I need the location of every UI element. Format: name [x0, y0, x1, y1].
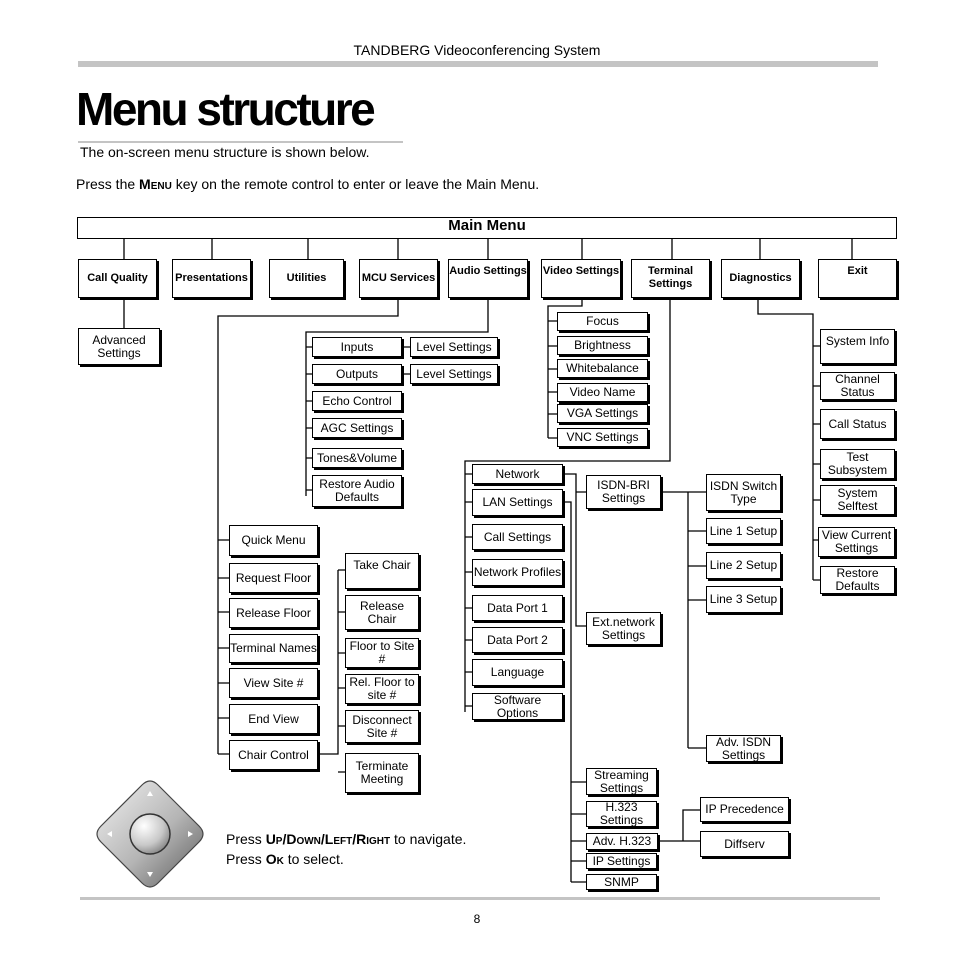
- item-inputs[interactable]: Inputs: [312, 337, 402, 357]
- item-software-options[interactable]: Software Options: [472, 693, 563, 720]
- item-channel-status[interactable]: Channel Status: [820, 372, 895, 400]
- item-agc-settings[interactable]: AGC Settings: [312, 418, 402, 438]
- item-floor-to-site[interactable]: Floor to Site #: [345, 638, 419, 668]
- item-terminate-meeting[interactable]: Terminate Meeting: [345, 753, 419, 793]
- item-ip-precedence[interactable]: IP Precedence: [700, 797, 789, 822]
- menu-mcu-services[interactable]: MCU Services: [359, 259, 438, 298]
- item-chair-control[interactable]: Chair Control: [229, 740, 318, 770]
- item-inputs-level-settings[interactable]: Level Settings: [410, 337, 498, 357]
- navigation-instructions: Press Up/Down/Left/Right to navigate. Press Ok to select.: [226, 831, 467, 867]
- item-line-1-setup[interactable]: Line 1 Setup: [706, 518, 781, 544]
- item-lan-settings[interactable]: LAN Settings: [472, 489, 563, 516]
- menu-diagnostics[interactable]: Diagnostics: [721, 259, 800, 298]
- item-outputs[interactable]: Outputs: [312, 364, 402, 384]
- item-network-profiles[interactable]: Network Profiles: [472, 559, 563, 586]
- item-ip-settings[interactable]: IP Settings: [586, 853, 657, 869]
- item-vga-settings[interactable]: VGA Settings: [557, 404, 648, 423]
- item-video-name[interactable]: Video Name: [557, 383, 648, 402]
- header-title: TANDBERG Videoconferencing System: [353, 42, 601, 58]
- page-title: Menu structure: [76, 83, 374, 135]
- item-system-selftest[interactable]: System Selftest: [820, 485, 895, 515]
- intro-text: The on-screen menu structure is shown below.: [80, 144, 370, 160]
- page-number: 8: [473, 912, 481, 926]
- item-release-floor[interactable]: Release Floor: [229, 598, 318, 628]
- footer-rule: [80, 897, 880, 900]
- item-view-site[interactable]: View Site #: [229, 668, 318, 698]
- item-take-chair[interactable]: Take Chair: [345, 553, 419, 589]
- item-whitebalance[interactable]: Whitebalance: [557, 359, 648, 378]
- item-request-floor[interactable]: Request Floor: [229, 563, 318, 593]
- main-menu-bar[interactable]: Main Menu: [77, 217, 897, 239]
- item-brightness[interactable]: Brightness: [557, 336, 648, 355]
- navigation-pad-icon: [94, 778, 206, 890]
- menu-video-settings[interactable]: Video Settings: [541, 259, 621, 298]
- item-h323-settings[interactable]: H.323 Settings: [586, 801, 657, 827]
- item-streaming-settings[interactable]: Streaming Settings: [586, 768, 657, 795]
- item-restore-defaults[interactable]: Restore Defaults: [820, 566, 895, 594]
- item-rel-floor-to-site[interactable]: Rel. Floor to site #: [345, 674, 419, 704]
- item-adv-isdn-settings[interactable]: Adv. ISDN Settings: [706, 735, 781, 762]
- item-data-port-1[interactable]: Data Port 1: [472, 595, 563, 621]
- menu-key: Menu: [139, 176, 172, 192]
- item-diffserv[interactable]: Diffserv: [700, 831, 789, 857]
- menu-call-quality[interactable]: Call Quality: [78, 259, 157, 298]
- item-release-chair[interactable]: Release Chair: [345, 595, 419, 630]
- menu-exit[interactable]: Exit: [818, 259, 897, 298]
- item-focus[interactable]: Focus: [557, 312, 648, 331]
- item-test-subsystem[interactable]: Test Subsystem: [820, 449, 895, 479]
- item-restore-audio-defaults[interactable]: Restore Audio Defaults: [312, 475, 402, 507]
- item-terminal-names[interactable]: Terminal Names: [229, 634, 318, 663]
- item-network[interactable]: Network: [472, 464, 563, 484]
- item-call-status[interactable]: Call Status: [820, 409, 895, 439]
- item-view-current-settings[interactable]: View Current Settings: [818, 527, 895, 557]
- item-language[interactable]: Language: [472, 659, 563, 686]
- item-vnc-settings[interactable]: VNC Settings: [557, 428, 648, 447]
- arrow-keys-label: Up/Down/Left/Right: [265, 831, 391, 847]
- item-end-view[interactable]: End View: [229, 704, 318, 734]
- menu-terminal-settings[interactable]: Terminal Settings: [631, 259, 710, 298]
- item-outputs-level-settings[interactable]: Level Settings: [410, 364, 498, 384]
- item-quick-menu[interactable]: Quick Menu: [229, 525, 318, 556]
- item-isdn-switch-type[interactable]: ISDN Switch Type: [706, 474, 781, 511]
- menu-presentations[interactable]: Presentations: [172, 259, 251, 298]
- item-line-2-setup[interactable]: Line 2 Setup: [706, 552, 781, 579]
- item-call-settings[interactable]: Call Settings: [472, 524, 563, 550]
- menu-audio-settings[interactable]: Audio Settings: [448, 259, 528, 298]
- item-advanced-settings[interactable]: Advanced Settings: [78, 328, 160, 365]
- item-echo-control[interactable]: Echo Control: [312, 391, 402, 411]
- item-tones-volume[interactable]: Tones&Volume: [312, 448, 402, 468]
- ok-key-label: Ok: [265, 851, 284, 867]
- item-isdn-bri-settings[interactable]: ISDN-BRI Settings: [586, 475, 661, 509]
- item-disconnect-site[interactable]: Disconnect Site #: [345, 710, 419, 743]
- item-ext-network-settings[interactable]: Ext.network Settings: [586, 612, 661, 645]
- item-snmp[interactable]: SNMP: [586, 874, 657, 890]
- item-data-port-2[interactable]: Data Port 2: [472, 627, 563, 653]
- item-line-3-setup[interactable]: Line 3 Setup: [706, 586, 781, 613]
- item-adv-h323[interactable]: Adv. H.323: [586, 833, 658, 850]
- menu-utilities[interactable]: Utilities: [269, 259, 344, 298]
- item-system-info[interactable]: System Info: [820, 329, 895, 364]
- press-menu-text: Press the Menu key on the remote control to enter or leave the Main Menu.: [76, 176, 540, 192]
